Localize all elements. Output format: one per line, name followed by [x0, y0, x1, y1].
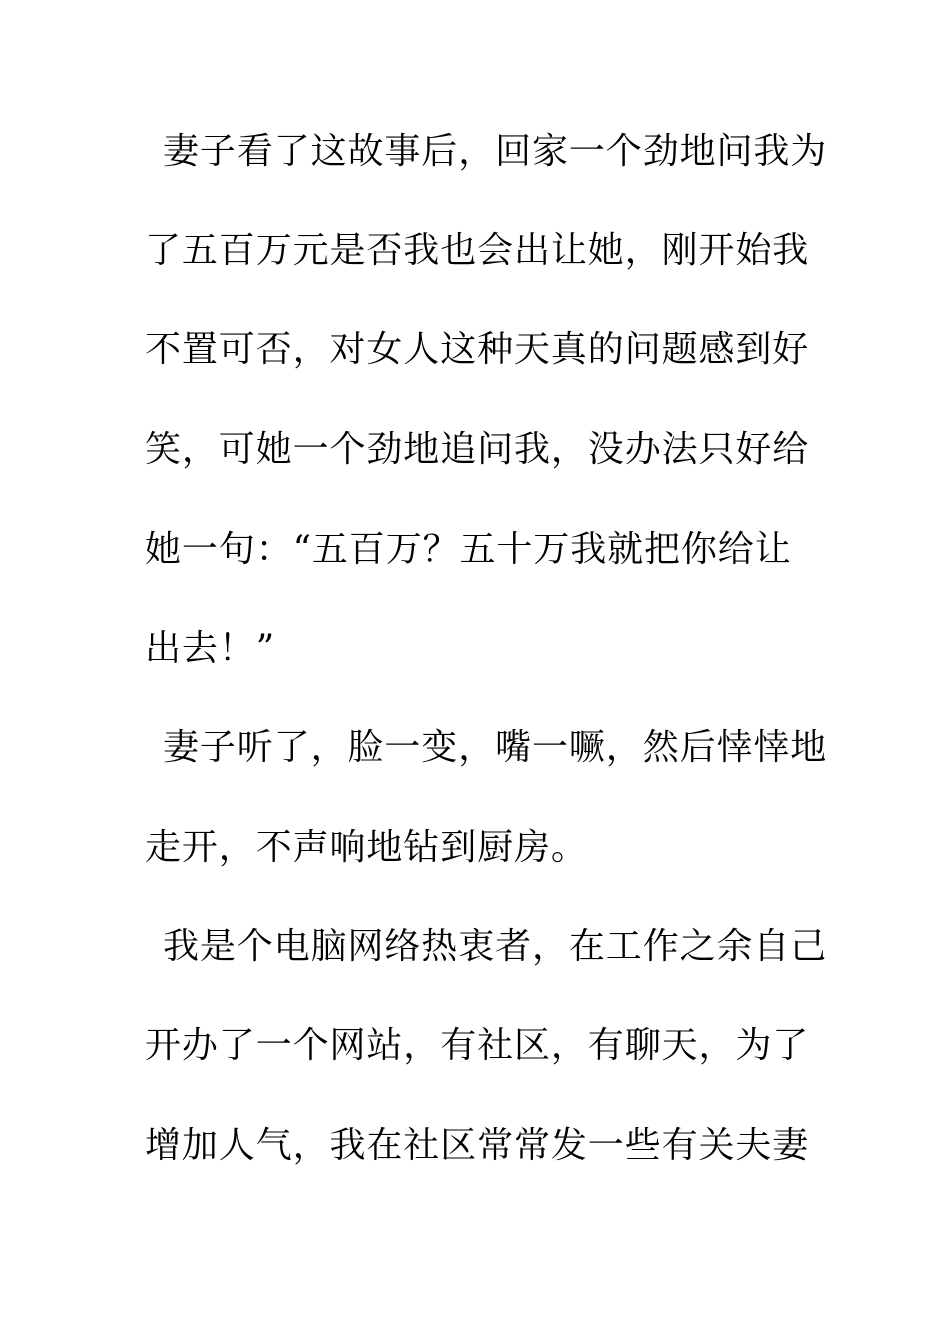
- paragraph-1-line-2: 了五百万元是否我也会出让她，刚开始我: [145, 230, 810, 271]
- paragraph-1-line-4: 笑，可她一个劲地追问我，没办法只好给: [145, 429, 810, 470]
- paragraph-3-line-1: 我是个电脑网络热衷者，在工作之余自己: [163, 926, 828, 967]
- paragraph-1-line-6: 出去！”: [145, 628, 276, 669]
- paragraph-1-line-1: 妻子看了这故事后，回家一个劲地问我为: [163, 131, 828, 172]
- paragraph-3-line-2: 开办了一个网站，有社区，有聊天，为了: [145, 1025, 810, 1066]
- paragraph-1-line-5: 她一句：“五百万？五十万我就把你给让: [145, 529, 792, 570]
- paragraph-2-line-1: 妻子听了，脸一变，嘴一噘，然后悻悻地: [163, 727, 828, 768]
- paragraph-1-line-3: 不置可否，对女人这种天真的问题感到好: [145, 329, 810, 370]
- paragraph-2-line-2: 走开，不声响地钻到厨房。: [145, 827, 588, 868]
- paragraph-3-line-3: 增加人气，我在社区常常发一些有关夫妻: [145, 1125, 810, 1166]
